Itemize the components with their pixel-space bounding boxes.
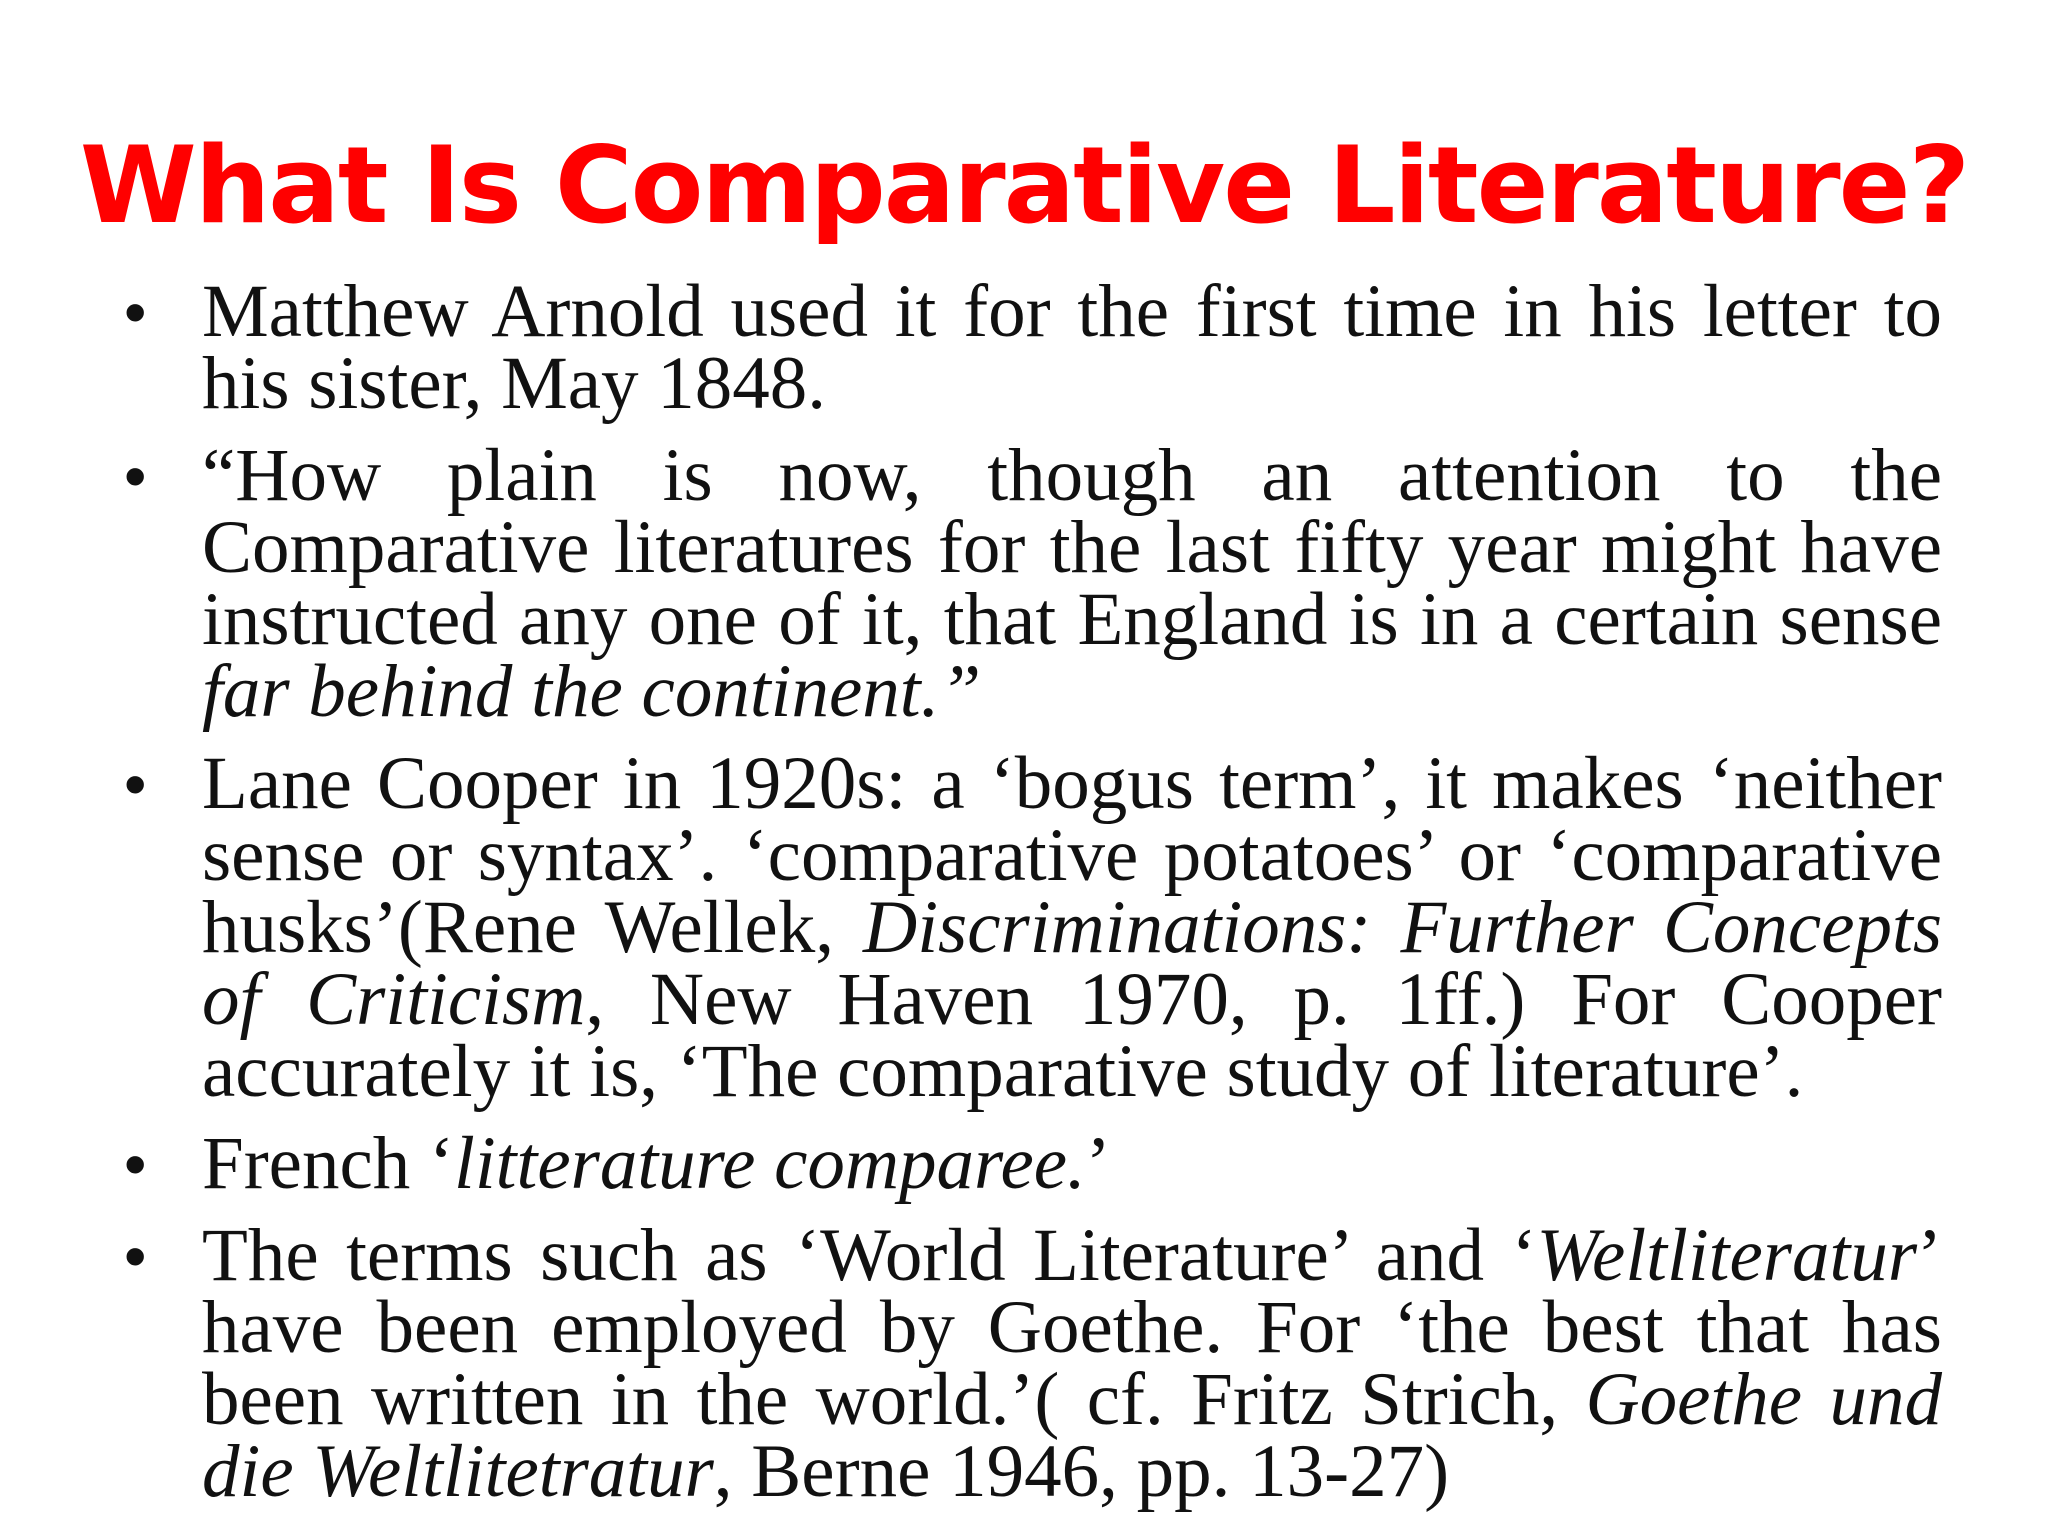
term-italic: Weltliteratur: [1536, 1214, 1918, 1297]
bullet-item-4: [124, 1122, 1942, 1205]
bullet-text: Matthew Arnold used it for the first time in his letter to his sister, May 1848.: [202, 270, 1942, 425]
bullet-text: , Berne 1946, pp. 13-27): [713, 1430, 1450, 1513]
book-title-italic: Discriminations: Further Concepts of Criticism: [202, 886, 1943, 1041]
bullet-item-3: [124, 742, 1943, 1113]
term-italic: litterature comparee.: [454, 1122, 1086, 1205]
bullet-icon: •: [124, 276, 147, 348]
bullet-text: The terms such as ‘World Literature’ and ‘: [202, 1214, 1537, 1297]
bullet-icon: •: [124, 1220, 147, 1292]
bullet-text: ’ have been employed by Goethe. For ‘the best that has been written in the world.’( cf. Fritz Strich,: [202, 1214, 1942, 1441]
bullet-text: French ‘: [202, 1122, 454, 1205]
bullet-item-1: [124, 270, 1942, 425]
bullet-text: , New Haven 1970, p. 1ff.) For Cooper accurately it is, ‘The comparative study of literature’.: [202, 958, 1942, 1113]
bullet-icon: •: [124, 440, 147, 512]
bullet-item-5: [124, 1214, 1942, 1513]
book-title-italic: Goethe und die Weltlitetratur: [202, 1358, 1942, 1513]
bullet-text: ’: [1085, 1122, 1111, 1205]
bullet-icon: •: [124, 1128, 147, 1200]
bullet-text: “How plain is now, though an attention to the Comparative literatures for the last fifty year might have instructed any one of it, that England is in a certain sense: [202, 434, 1942, 661]
bullet-item-2: [124, 434, 1942, 733]
bullet-text: Lane Cooper in 1920s: a ‘bogus term’, it makes ‘neither sense or syntax’. ‘comparative potatoes’ or ‘comparative husks’(Rene Wellek,: [202, 742, 1942, 969]
slide-title: What Is Comparative Literature?: [79, 124, 1969, 247]
bullet-list: [124, 270, 1943, 1528]
bullet-icon: •: [124, 748, 147, 820]
bullet-text-italic: far behind the continent.”: [202, 650, 982, 733]
